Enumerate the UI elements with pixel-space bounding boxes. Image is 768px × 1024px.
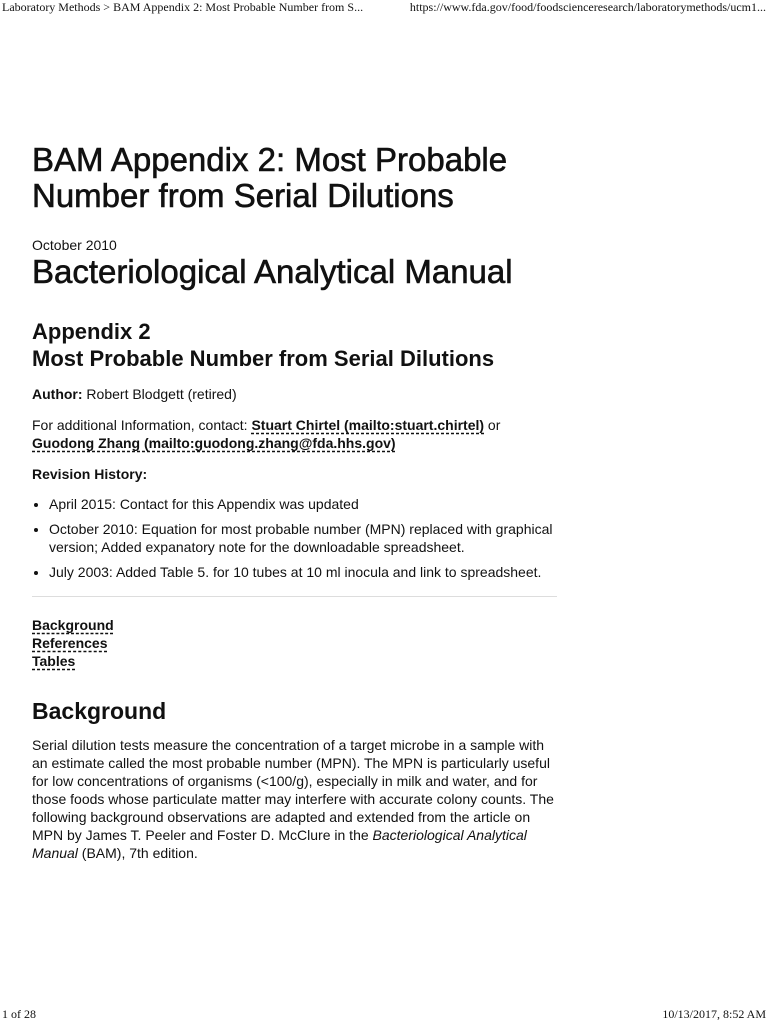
author-label: Author: [32,386,83,402]
print-footer [0,1007,768,1022]
page-number: 1 of 28 [2,1007,36,1021]
toc-link-references[interactable]: References [32,635,108,651]
contact-link-chirtel[interactable]: Stuart Chirtel (mailto:stuart.chirtel) [251,417,485,433]
revision-item: • July 2003: Added Table 5. for 10 tubes at 10 ml inocula and link to spreadsheet. [49,563,557,581]
revision-item: • October 2010: Equation for most probable number (MPN) replaced with graphical version; Added expanatory note for the downloadable spreadsheet. [49,520,557,556]
revision-list [32,495,557,581]
background-text-end: (BAM), 7th edition. [77,845,198,861]
print-header-url: https://www.fda.gov/food/foodscienceresearch/laboratorymethods/ucm1... [409,0,766,14]
author-line [32,385,557,403]
print-timestamp: 10/13/2017, 8:52 AM [662,1007,766,1021]
print-header-title: Laboratory Methods > BAM Appendix 2: Most Probable Number from S... [2,0,364,14]
contact-text: For additional Information, contact: [32,417,252,433]
revision-item: • April 2015: Contact for this Appendix was updated [49,495,557,513]
manual-title: Bacteriological Analytical Manual [32,253,513,290]
background-text: Serial dilution tests measure the concentration of a target microbe in a sample with an estimate called the most probable number (MPN). The MPN is particularly useful for low concentrations of organisms (<100/g), especially in milk and water, and for those foods whose particulate matter may interfere with accurate colony counts. The following background observations are adapted and extended from the article on MPN by James T. Peeler and Foster D. McClure in the [32,737,554,843]
background-paragraph [32,736,557,862]
table-of-contents [32,616,557,670]
author-name: Robert Blodgett (retired) [82,386,237,402]
appendix-heading-line2: Most Probable Number from Serial Dilutions [32,346,495,371]
contact-line [32,416,557,452]
contact-link-zhang[interactable]: Guodong Zhang (mailto:guodong.zhang@fda.hhs.gov) [32,435,396,451]
article [32,142,557,862]
revision-history-label: Revision History: [32,466,148,482]
toc-link-background[interactable]: Background [32,617,114,633]
contact-or: or [484,417,501,433]
page-title: BAM Appendix 2: Most Probable Number from Serial Dilutions [32,141,508,214]
appendix-heading-line1: Appendix 2 [32,319,151,344]
toc-link-tables[interactable]: Tables [32,653,76,669]
section-divider [32,596,557,597]
appendix-heading [32,318,557,372]
print-header [0,0,768,15]
background-heading: Background [32,698,167,724]
publication-date: October 2010 [32,237,117,253]
background-text-italic: Bacteriological Analytical Manual [32,827,527,861]
